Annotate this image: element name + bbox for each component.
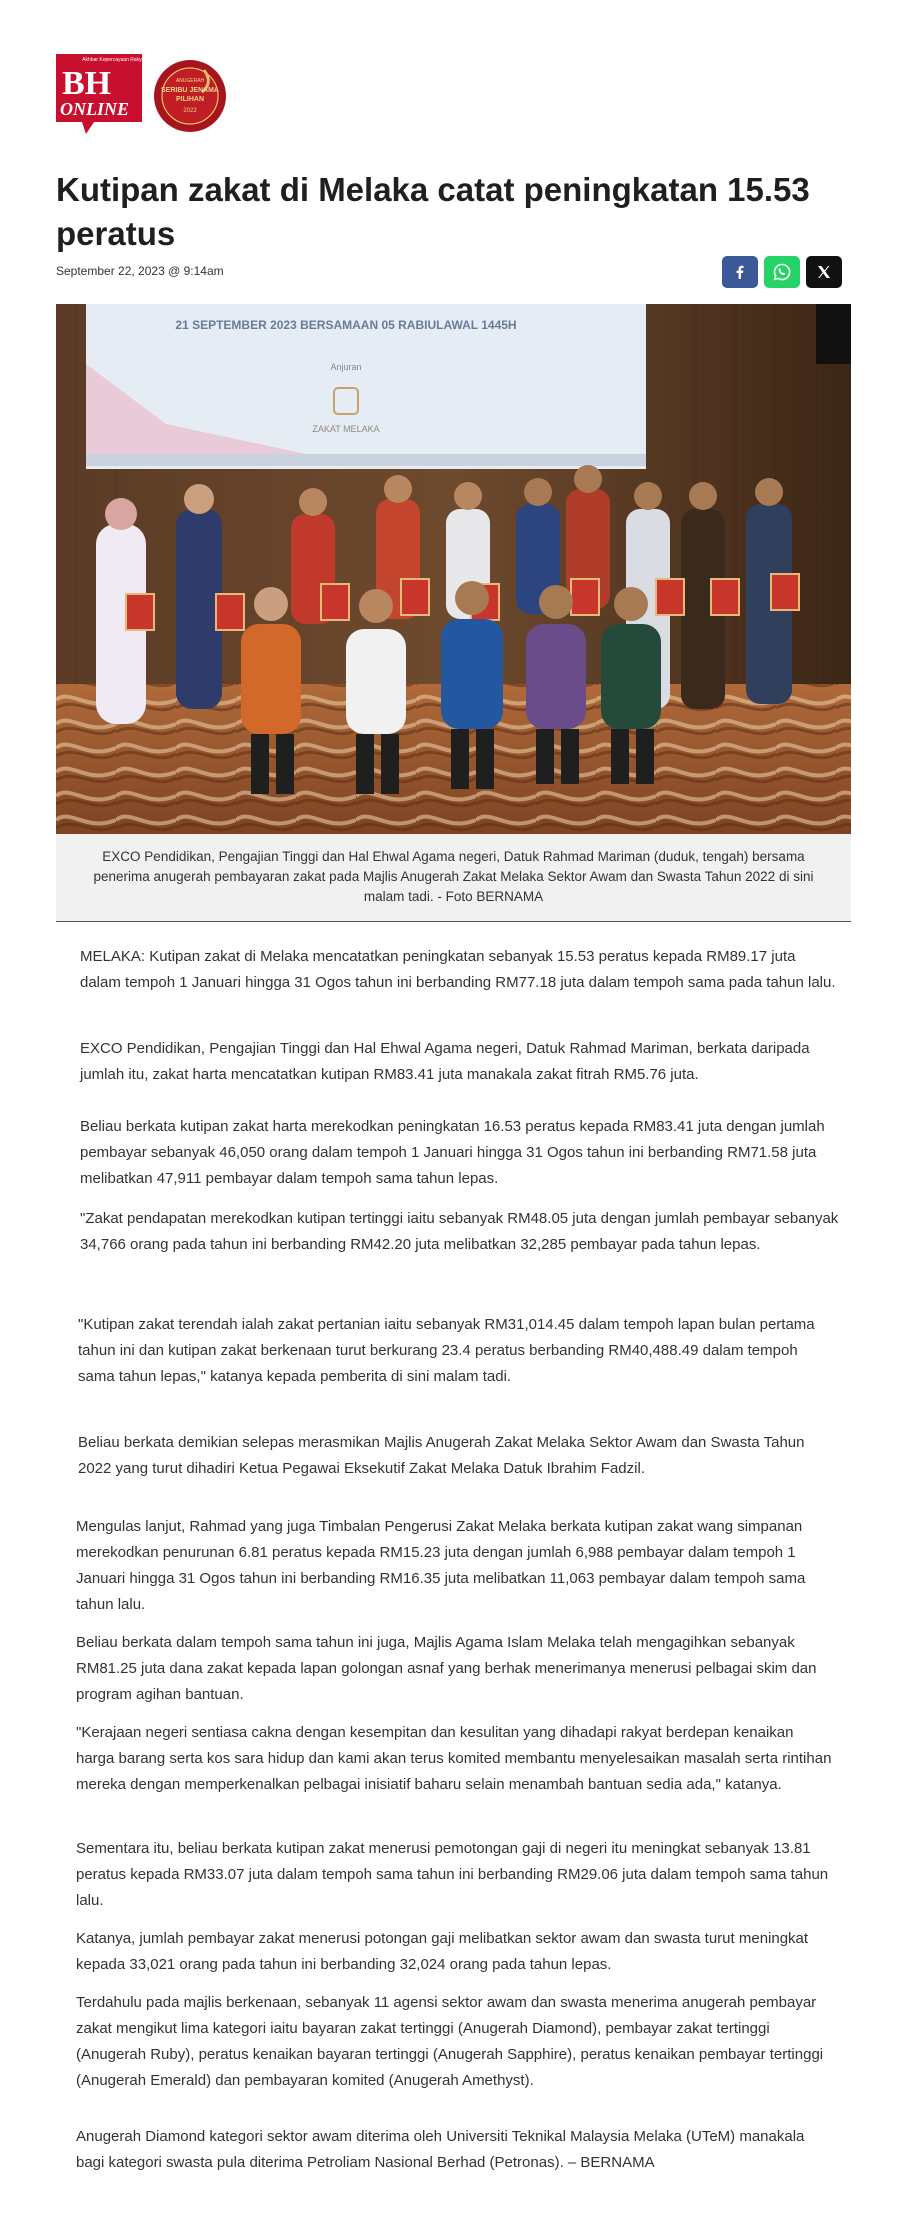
article-paragraph: MELAKA: Kutipan zakat di Melaka mencatatkan peningkatan sebanyak 15.53 peratus kepada RM89.17 juta dalam tempoh 1 Januari hingga 31 Ogos tahun ini berbanding RM77.18 juta dalam tempoh sama pada tahun lalu. xyxy=(80,948,836,991)
seal-text-1: ANUGERAH xyxy=(175,78,205,84)
screen-logo-text: ZAKAT MELAKA xyxy=(312,424,380,434)
seal-text-3: PILIHAN xyxy=(176,96,204,103)
article-paragraph: Beliau berkata demikian selepas merasmikan Majlis Anugerah Zakat Melaka Sektor Awam dan Swasta Tahun 2022 yang turut dihadiri Ketua Pegawai Eksekutif Zakat Melaka Datuk Ibrahim Fadzil. xyxy=(78,1434,805,1477)
whatsapp-icon xyxy=(773,263,791,281)
article-paragraph: EXCO Pendidikan, Pengajian Tinggi dan Hal Ehwal Agama negeri, Datuk Rahmad Mariman, berkata daripada jumlah itu, zakat harta mencatatkan kutipan RM83.41 juta manakala zakat fitrah RM5.76 juta. xyxy=(80,1040,810,1083)
x-share-button[interactable] xyxy=(806,256,842,288)
seal-year: 2022 xyxy=(183,108,197,114)
article-paragraph: Beliau berkata kutipan zakat harta merekodkan peningkatan 16.53 peratus kepada RM83.41 juta dengan jumlah pembayar sebanyak 46,050 orang dalam tempoh 1 Januari hingga 31 Ogos tahun ini berbanding RM71.58 juta melibatkan 47,911 pembayar dalam tempoh sama tahun lepas. xyxy=(80,1118,825,1187)
facebook-share-button[interactable] xyxy=(722,256,758,288)
article-paragraph: Sementara itu, beliau berkata kutipan zakat menerusi pemotongan gaji di negeri itu meningkat sebanyak 13.81 peratus kepada RM33.07 juta dalam tempoh sama tahun ini berbanding RM29.06 juta dalam tempoh sama tahun lalu. xyxy=(76,1840,829,1909)
article-paragraph: "Zakat pendapatan merekodkan kutipan tertinggi iaitu sebanyak RM48.05 juta dengan jumlah pembayar sebanyak 34,766 orang pada tahun ini berbanding RM42.20 juta melibatkan 32,285 pembayar pada tahun lepas. xyxy=(80,1210,839,1253)
award-seal-logo xyxy=(150,56,230,136)
article-paragraph: Katanya, jumlah pembayar zakat menerusi potongan gaji melibatkan sektor awam dan swasta turut meningkat kepada 33,021 orang pada tahun ini berbanding 32,024 orang pada tahun lepas. xyxy=(76,1930,809,1973)
seal-text-2: SERIBU JENAMA xyxy=(161,87,219,94)
article-title: Kutipan zakat di Melaka catat peningkatan 15.53 peratus xyxy=(56,171,810,252)
article-paragraph: Beliau berkata dalam tempoh sama tahun ini juga, Majlis Agama Islam Melaka telah mengagihkan sebanyak RM81.25 juta dana zakat kepada lapan golongan asnaf yang berhak menerimanya menerusi pelbagai skim dan program agihan bantuan. xyxy=(76,1634,817,1703)
logo-tagline: Akhbar Kepercayaan Rakyat xyxy=(82,57,144,63)
x-icon xyxy=(817,265,831,279)
article-date: September 22, 2023 @ 9:14am xyxy=(56,264,224,278)
logo-main-text: BH xyxy=(62,65,112,102)
facebook-icon xyxy=(733,265,747,279)
bh-online-logo[interactable] xyxy=(56,54,144,134)
logo-sub-text: ONLINE xyxy=(60,99,130,119)
screen-date-text: 21 SEPTEMBER 2023 BERSAMAAN 05 RABIULAWAL 1445H xyxy=(175,318,517,332)
article-paragraph: Anugerah Diamond kategori sektor awam diterima oleh Universiti Teknikal Malaysia Melaka (UTeM) manakala bagi kategori swasta pula diterima Petroliam Nasional Berhad (Petronas). – BERNAMA xyxy=(76,2128,805,2171)
article-paragraph: Terdahulu pada majlis berkenaan, sebanyak 11 agensi sektor awam dan swasta menerima anugerah pembayar zakat mengikut lima kategori iaitu bayaran zakat tertinggi (Anugerah Diamond), pembayar zakat tertinggi (Anugerah Ruby), peratus kenaikan bayaran tertinggi (Anugerah Sapphire), peratus kenaikan pembayar tertinggi (Anugerah Emerald) dan pembayaran komited (Anugerah Amethyst). xyxy=(76,1994,824,2089)
article-photo xyxy=(56,304,851,834)
article-paragraph: Mengulas lanjut, Rahmad yang juga Timbalan Pengerusi Zakat Melaka berkata kutipan zakat wang simpanan merekodkan penurunan 6.81 peratus kepada RM15.23 juta dengan jumlah 6,988 pembayar dalam tempoh 1 Januari hingga 31 Ogos tahun ini berbanding RM16.35 juta melibatkan 11,063 pembayar dalam tempoh sama tahun lalu. xyxy=(76,1518,806,1613)
article-paragraph: "Kutipan zakat terendah ialah zakat pertanian iaitu sebanyak RM31,014.45 dalam tempoh lapan bulan pertama tahun ini dan kutipan zakat berkenaan turut berkurang 23.4 peratus berbanding RM40,488.49 dalam tempoh sama tahun lepas," katanya kepada pemberita di sini malam tadi. xyxy=(78,1316,815,1385)
photo-caption: EXCO Pendidikan, Pengajian Tinggi dan Hal Ehwal Agama negeri, Datuk Rahmad Mariman (duduk, tengah) bersama penerima anugerah pembayaran zakat pada Majlis Anugerah Zakat Melaka Sektor Awam dan Swasta Tahun 2022 di sini malam tadi. - Foto BERNAMA xyxy=(56,834,851,922)
whatsapp-share-button[interactable] xyxy=(764,256,800,288)
article-paragraph: "Kerajaan negeri sentiasa cakna dengan kesempitan dan kesulitan yang dihadapi rakyat berdepan kenaikan harga barang serta kos sara hidup dan kami akan terus komited membantu menyelesaikan masalah serta rintihan mereka dengan memperkenalkan pelbagai inisiatif baharu selain menambah bantuan sedia ada," katanya. xyxy=(76,1724,832,1793)
screen-organizer-text: Anjuran xyxy=(330,362,362,372)
